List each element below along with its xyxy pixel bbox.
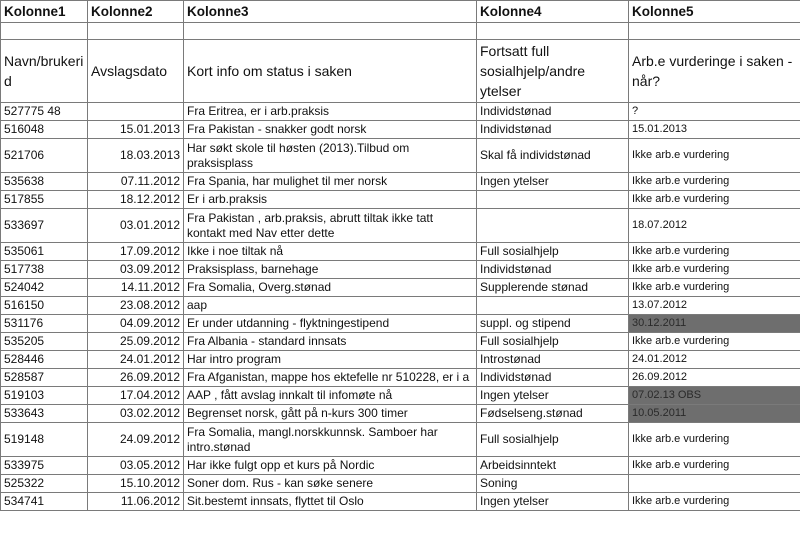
- cell-ytelse[interactable]: Ingen ytelser: [477, 387, 629, 405]
- cell-kort-info[interactable]: Ikke i noe tiltak nå: [184, 243, 477, 261]
- cell-kort-info[interactable]: Fra Pakistan - snakker godt norsk: [184, 121, 477, 139]
- cell-kort-info[interactable]: Sit.bestemt innsats, flyttet til Oslo: [184, 493, 477, 511]
- cell-vurdering[interactable]: 15.01.2013: [629, 121, 800, 139]
- cell-avslagsdato[interactable]: 14.11.2012: [88, 279, 184, 297]
- table-row: [1, 457, 800, 475]
- cell-kort-info[interactable]: Fra Somalia, Overg.stønad: [184, 279, 477, 297]
- empty-cell[interactable]: [184, 23, 477, 40]
- cell-vurdering[interactable]: 24.01.2012: [629, 351, 800, 369]
- cell-kort-info[interactable]: Begrenset norsk, gått på n-kurs 300 timer: [184, 405, 477, 423]
- column-header-row: [1, 1, 800, 23]
- table-row: [1, 261, 800, 279]
- header-kolonne5[interactable]: Kolonne5: [629, 1, 800, 23]
- cell-vurdering[interactable]: ?: [629, 103, 800, 121]
- cell-kort-info[interactable]: Fra Spania, har mulighet til mer norsk: [184, 173, 477, 191]
- cell-ytelse[interactable]: Individstønad: [477, 261, 629, 279]
- table-row: [1, 475, 800, 493]
- table-row: [1, 493, 800, 511]
- cell-avslagsdato[interactable]: 24.01.2012: [88, 351, 184, 369]
- cell-brukerid[interactable]: 516150: [1, 297, 88, 315]
- cell-avslagsdato[interactable]: 18.12.2012: [88, 191, 184, 209]
- cell-vurdering[interactable]: Ikke arb.e vurdering: [629, 493, 800, 511]
- table-row: [1, 297, 800, 315]
- cell-vurdering[interactable]: Ikke arb.e vurdering: [629, 243, 800, 261]
- cell-avslagsdato[interactable]: 24.09.2012: [88, 423, 184, 457]
- cell-kort-info[interactable]: AAP , fått avslag innkalt til infomøte nå: [184, 387, 477, 405]
- table-row: [1, 351, 800, 369]
- cell-kort-info[interactable]: Har ikke fulgt opp et kurs på Nordic: [184, 457, 477, 475]
- cell-brukerid[interactable]: 535638: [1, 173, 88, 191]
- cell-vurdering[interactable]: 07.02.13 OBS: [629, 387, 800, 405]
- subheader-vurdering[interactable]: Arb.e vurderinge i saken - når?: [629, 40, 800, 103]
- header-kolonne3[interactable]: Kolonne3: [184, 1, 477, 23]
- cell-avslagsdato[interactable]: [88, 103, 184, 121]
- cell-vurdering[interactable]: Ikke arb.e vurdering: [629, 261, 800, 279]
- cell-brukerid[interactable]: 525322: [1, 475, 88, 493]
- table-row: [1, 139, 800, 173]
- subheader-navn[interactable]: Navn/brukerid: [1, 40, 88, 103]
- cell-ytelse[interactable]: suppl. og stipend: [477, 315, 629, 333]
- cell-ytelse[interactable]: Ingen ytelser: [477, 493, 629, 511]
- subheader-kort-info[interactable]: Kort info om status i saken: [184, 40, 477, 103]
- cell-avslagsdato[interactable]: 26.09.2012: [88, 369, 184, 387]
- table-row: [1, 423, 800, 457]
- cell-vurdering[interactable]: Ikke arb.e vurdering: [629, 279, 800, 297]
- cell-avslagsdato[interactable]: 15.01.2013: [88, 121, 184, 139]
- cell-brukerid[interactable]: 521706: [1, 139, 88, 173]
- cell-brukerid[interactable]: 516048: [1, 121, 88, 139]
- cell-brukerid[interactable]: 531176: [1, 315, 88, 333]
- cell-ytelse[interactable]: [477, 209, 629, 243]
- cell-ytelse[interactable]: Full sosialhjelp: [477, 243, 629, 261]
- table-row: [1, 405, 800, 423]
- header-kolonne1[interactable]: Kolonne1: [1, 1, 88, 23]
- table-row: [1, 369, 800, 387]
- cell-kort-info[interactable]: Fra Somalia, mangl.norskkunnsk. Samboer har intro.stønad: [184, 423, 477, 457]
- cell-brukerid[interactable]: 528446: [1, 351, 88, 369]
- cell-brukerid[interactable]: 533697: [1, 209, 88, 243]
- cell-avslagsdato[interactable]: 04.09.2012: [88, 315, 184, 333]
- cell-kort-info[interactable]: Er i arb.praksis: [184, 191, 477, 209]
- cell-ytelse[interactable]: Introstønad: [477, 351, 629, 369]
- cell-brukerid[interactable]: 528587: [1, 369, 88, 387]
- cell-vurdering[interactable]: Ikke arb.e vurdering: [629, 139, 800, 173]
- cell-ytelse[interactable]: [477, 297, 629, 315]
- subheader-avslagsdato[interactable]: Avslagsdato: [88, 40, 184, 103]
- cell-ytelse[interactable]: [477, 191, 629, 209]
- table-row: [1, 243, 800, 261]
- cell-vurdering[interactable]: Ikke arb.e vurdering: [629, 457, 800, 475]
- header-kolonne4[interactable]: Kolonne4: [477, 1, 629, 23]
- table-row: [1, 173, 800, 191]
- cell-kort-info[interactable]: Fra Pakistan , arb.praksis, abrutt tiltak ikke tatt kontakt med Nav etter dette: [184, 209, 477, 243]
- cell-brukerid[interactable]: 527775 48: [1, 103, 88, 121]
- empty-cell[interactable]: [1, 23, 88, 40]
- cell-avslagsdato[interactable]: 03.02.2012: [88, 405, 184, 423]
- cell-vurdering[interactable]: Ikke arb.e vurdering: [629, 423, 800, 457]
- cell-kort-info[interactable]: aap: [184, 297, 477, 315]
- cell-brukerid[interactable]: 517855: [1, 191, 88, 209]
- header-kolonne2[interactable]: Kolonne2: [88, 1, 184, 23]
- empty-cell[interactable]: [477, 23, 629, 40]
- cell-brukerid[interactable]: 534741: [1, 493, 88, 511]
- cell-vurdering[interactable]: 10.05.2011: [629, 405, 800, 423]
- cell-ytelse[interactable]: Soning: [477, 475, 629, 493]
- cell-vurdering[interactable]: 13.07.2012: [629, 297, 800, 315]
- cell-ytelse[interactable]: Ingen ytelser: [477, 173, 629, 191]
- table-row: [1, 209, 800, 243]
- cell-brukerid[interactable]: 524042: [1, 279, 88, 297]
- empty-row: [1, 23, 800, 40]
- cell-ytelse[interactable]: Fødselseng.stønad: [477, 405, 629, 423]
- cell-avslagsdato[interactable]: 17.09.2012: [88, 243, 184, 261]
- cell-kort-info[interactable]: Praksisplass, barnehage: [184, 261, 477, 279]
- table-row: [1, 191, 800, 209]
- cell-vurdering[interactable]: Ikke arb.e vurdering: [629, 173, 800, 191]
- table-row: [1, 279, 800, 297]
- cell-kort-info[interactable]: Fra Albania - standard innsats: [184, 333, 477, 351]
- cell-brukerid[interactable]: 517738: [1, 261, 88, 279]
- cell-kort-info[interactable]: Har søkt skole til høsten (2013).Tilbud om praksisplass: [184, 139, 477, 173]
- cell-ytelse[interactable]: Full sosialhjelp: [477, 333, 629, 351]
- cell-ytelse[interactable]: Individstønad: [477, 369, 629, 387]
- cell-ytelse[interactable]: Individstønad: [477, 121, 629, 139]
- cell-avslagsdato[interactable]: 11.06.2012: [88, 493, 184, 511]
- cell-avslagsdato[interactable]: 03.09.2012: [88, 261, 184, 279]
- cell-brukerid[interactable]: 533643: [1, 405, 88, 423]
- cell-kort-info[interactable]: Har intro program: [184, 351, 477, 369]
- cell-ytelse[interactable]: Supplerende stønad: [477, 279, 629, 297]
- empty-cell[interactable]: [629, 23, 800, 40]
- cell-vurdering[interactable]: Ikke arb.e vurdering: [629, 191, 800, 209]
- cell-vurdering[interactable]: [629, 475, 800, 493]
- table-row: [1, 387, 800, 405]
- cell-ytelse[interactable]: Arbeidsinntekt: [477, 457, 629, 475]
- cell-vurdering[interactable]: 18.07.2012: [629, 209, 800, 243]
- cell-kort-info[interactable]: Fra Afganistan, mappe hos ektefelle nr 510228, er i a: [184, 369, 477, 387]
- cell-vurdering[interactable]: 26.09.2012: [629, 369, 800, 387]
- subheader-ytelser[interactable]: Fortsatt full sosialhjelp/andre ytelser: [477, 40, 629, 103]
- cell-ytelse[interactable]: Skal få individstønad: [477, 139, 629, 173]
- table-row: [1, 121, 800, 139]
- cell-brukerid[interactable]: 519103: [1, 387, 88, 405]
- cell-avslagsdato[interactable]: 03.05.2012: [88, 457, 184, 475]
- cell-avslagsdato[interactable]: 07.11.2012: [88, 173, 184, 191]
- empty-cell[interactable]: [88, 23, 184, 40]
- cell-brukerid[interactable]: 535205: [1, 333, 88, 351]
- subheader-row: [1, 40, 800, 103]
- cell-avslagsdato[interactable]: 03.01.2012: [88, 209, 184, 243]
- cell-kort-info[interactable]: Er under utdanning - flyktningestipend: [184, 315, 477, 333]
- cell-kort-info[interactable]: Soner dom. Rus - kan søke senere: [184, 475, 477, 493]
- cell-ytelse[interactable]: Full sosialhjelp: [477, 423, 629, 457]
- cell-avslagsdato[interactable]: 17.04.2012: [88, 387, 184, 405]
- cell-ytelse[interactable]: Individstønad: [477, 103, 629, 121]
- cell-avslagsdato[interactable]: 15.10.2012: [88, 475, 184, 493]
- cell-brukerid[interactable]: 519148: [1, 423, 88, 457]
- cell-brukerid[interactable]: 535061: [1, 243, 88, 261]
- cell-kort-info[interactable]: Fra Eritrea, er i arb.praksis: [184, 103, 477, 121]
- cell-vurdering[interactable]: Ikke arb.e vurdering: [629, 333, 800, 351]
- table-row: [1, 333, 800, 351]
- cell-vurdering[interactable]: 30.12.2011: [629, 315, 800, 333]
- table-row: [1, 315, 800, 333]
- cell-avslagsdato[interactable]: 25.09.2012: [88, 333, 184, 351]
- cell-brukerid[interactable]: 533975: [1, 457, 88, 475]
- table-row: [1, 103, 800, 121]
- cell-avslagsdato[interactable]: 23.08.2012: [88, 297, 184, 315]
- cell-avslagsdato[interactable]: 18.03.2013: [88, 139, 184, 173]
